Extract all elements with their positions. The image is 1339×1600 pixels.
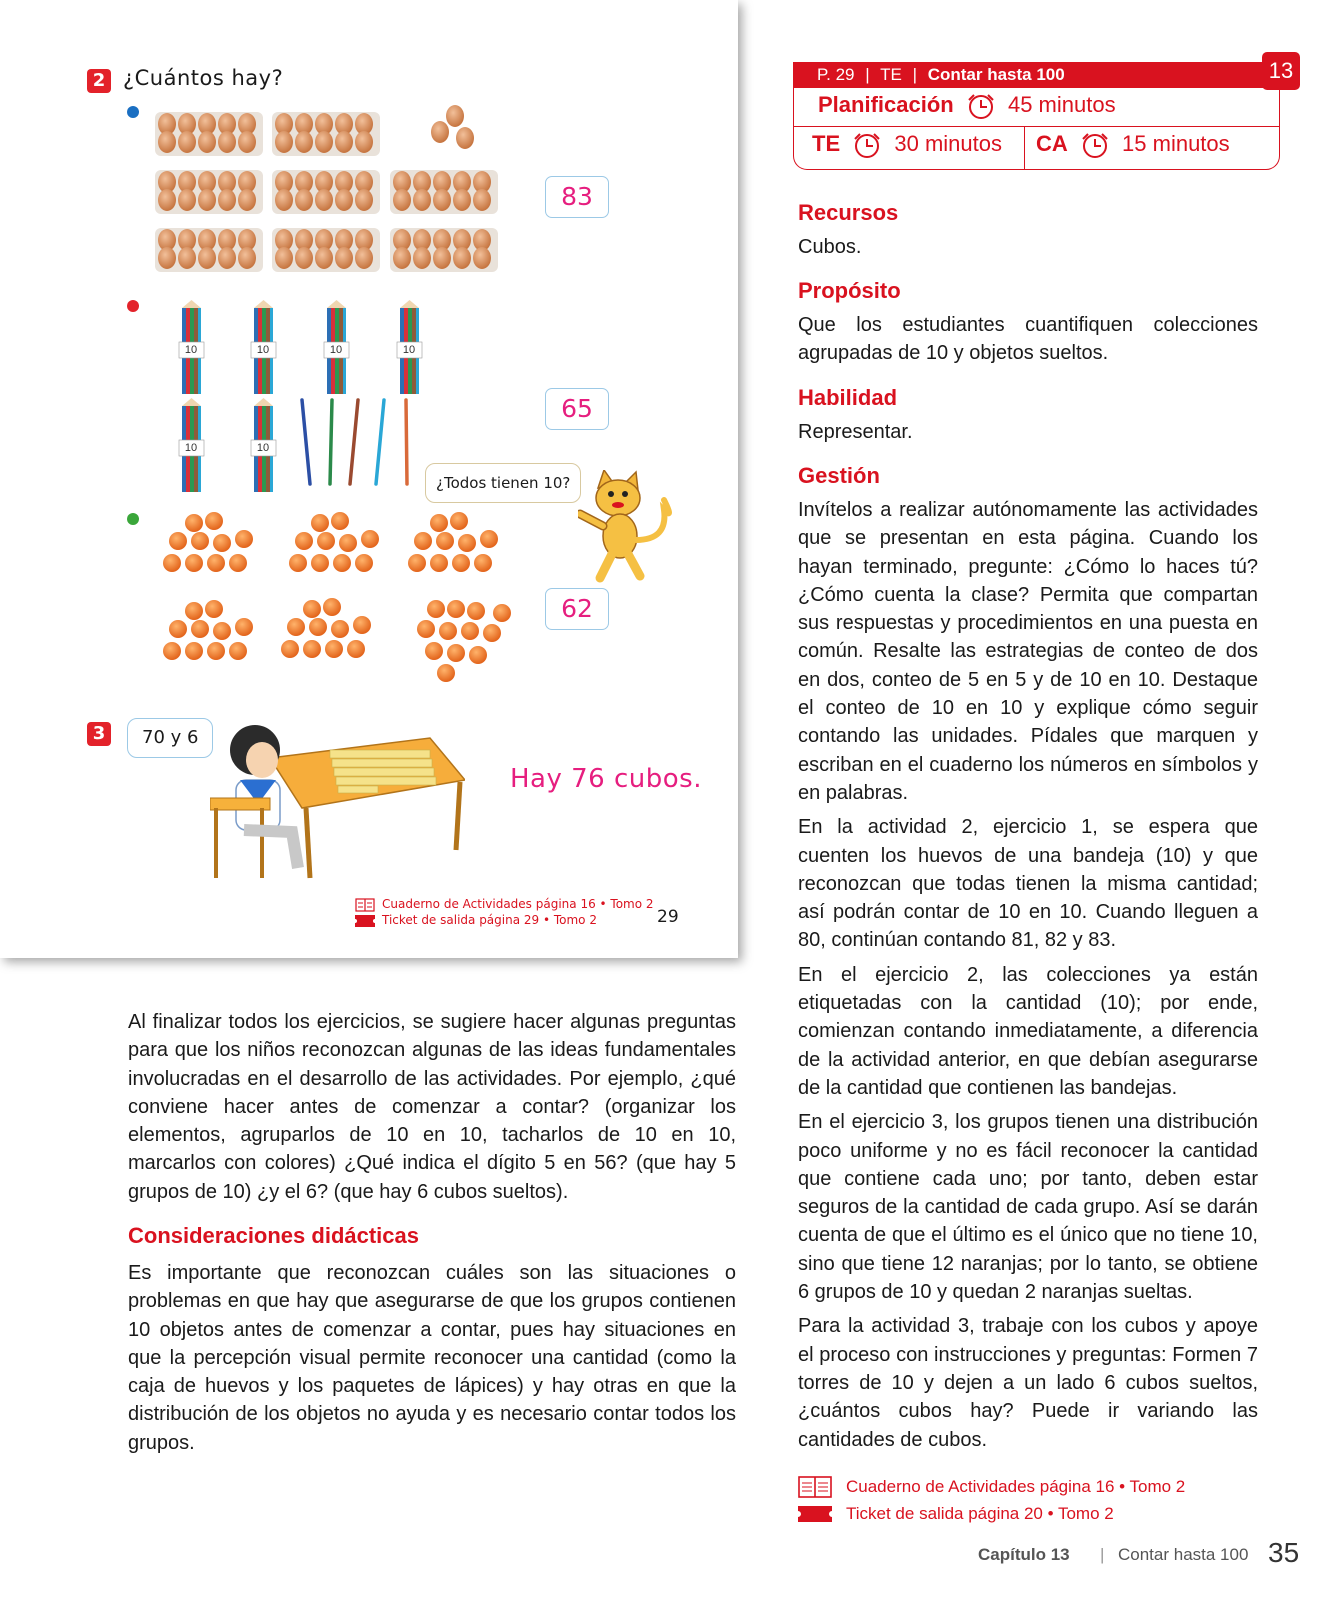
lesson-page: P. 29 [817,65,855,84]
activity-2-badge: 2 [87,69,111,93]
te-row [812,131,1002,159]
planning-col-divider [1024,126,1025,169]
student-ref-cuaderno: Cuaderno de Actividades página 16 • Tomo 2 [382,897,654,911]
gestion-body [798,496,1258,1460]
activity-3-badge: 3 [87,722,111,746]
gestion-paragraph: En el ejercicio 2, las colecciones ya están etiquetadas con la cantidad (10); por ende, comienzan contando inmediatamente, a diferencia de la actividad anterior, en que debían asegurarse de la cantidad que contienen las bandejas. [798,963,1258,1099]
habilidad-text: Representar. [798,421,913,443]
planning-label: Planificación [818,92,954,117]
ticket-icon [798,1506,832,1522]
planning-row [818,92,1116,120]
chapter-chip: 13 [1262,52,1300,90]
cat-mascot-illustration [578,470,683,585]
ticket-icon [355,915,375,927]
pencil-bundle-label: 10 [256,344,270,356]
alarm-clock-icon [852,131,882,159]
pencil-bundle-label: 10 [402,344,416,356]
ca-label: CA [1036,131,1068,156]
footer-chapter: Capítulo 13 [978,1545,1070,1564]
cat-speech-bubble: ¿Todos tienen 10? [425,463,581,503]
student-page-card [0,0,738,958]
book-icon [355,898,375,912]
intro-paragraph: Al finalizar todos los ejercicios, se sugiere hacer algunas preguntas para que los niños reconozcan algunas de las ideas fundamentales involucradas en el desarrollo de las actividades. Por ejemplo, ¿qué conviene hacer antes de comenzar a contar? (organizar los elementos, agruparlos de 10 en 10, tacharlos de 10 en 10, marcarlos con colores) ¿Qué indica el dígito 5 en 56? (que hay 5 grupos de 10) ¿y el 6? (que hay 6 cubos sueltos). [128,1011,736,1203]
pencil-bundles-illustration [170,296,440,492]
planning-divider [794,126,1279,127]
activity-2-question: ¿Cuántos hay? [123,66,284,90]
kid-with-cubes-illustration [210,708,465,883]
alarm-clock-icon [966,92,996,120]
ref-ticket: Ticket de salida página 20 • Tomo 2 [846,1504,1114,1523]
answer-box-eggs: 83 [545,176,609,218]
pencil-bundle-label: 10 [184,442,198,454]
ca-row [1036,131,1230,159]
gestion-paragraph: En el ejercicio 3, los grupos tienen una distribución poco uniforme y no es fácil reconocer la cantidad que contiene cada uno; por tanto, deben estar seguros de la cantidad de cada grupo. Así se darán cuenta de que el último es el único que no tiene 10, sino que tiene 12 naranjas; por lo tanto, se obtiene 6 grupos de 10 y quedan 2 naranjas sueltas. [798,1111,1258,1304]
te-time: 30 minutos [894,131,1002,156]
te-label: TE [812,131,841,156]
habilidad-title: Habilidad [798,385,898,410]
lesson-type: TE [880,65,902,84]
pencil-bundle-label: 10 [329,344,343,356]
gestion-paragraph: Invítelos a realizar autónomamente las actividades que se presentan en esta página. Cuando los hayan terminado, pregunte: ¿Cómo lo haces tú? ¿Cómo cuenta la clase? Permita que compartan sus respuestas y procedimientos en una puesta en común. Resalte las estrategias de conteo de dos en dos, conteo de 5 en 5 y de 10 en 10. Destaque el conteo de 10 en 10 y explique cómo seguir contando las unidades. Pídales que marquen y escriban en el cuaderno los números en símbolos y en palabras. [798,499,1258,804]
student-page-number: 29 [657,907,679,927]
footer-separator: | [1100,1545,1105,1564]
lesson-title: Contar hasta 100 [927,65,1065,84]
planning-box [793,88,1280,170]
student-ref-ticket: Ticket de salida página 29 • Tomo 2 [382,913,597,927]
proposito-text: Que los estudiantes cuantifiquen colecciones agrupadas de 10 y objetos sueltos. [798,314,1258,365]
gestion-paragraph: En la actividad 2, ejercicio 1, se espera que cuenten los huevos de una bandeja (10) y que reconozcan que todas tienen la misma cantidad; así podrán contar de 10 en 10. Cuando lleguen a 80, continúan contando 81, 82 y 83. [798,816,1258,952]
pencil-bundle-label: 10 [184,344,198,356]
kid-speech-bubble: 70 y 6 [127,718,213,758]
alarm-clock-icon [1080,131,1110,159]
consideraciones-title: Consideraciones didácticas [128,1223,419,1248]
recursos-title: Recursos [798,200,899,225]
egg-trays-illustration [150,100,520,280]
pencil-bundle-label: 10 [256,442,270,454]
page-number: 35 [1268,1537,1300,1568]
lesson-header-bar: P. 29 | TE | Contar hasta 100 [793,62,1280,88]
activity-3-answer: Hay 76 cubos. [510,764,702,794]
answer-box-pencils: 65 [545,388,609,430]
gestion-title: Gestión [798,463,880,488]
gestion-paragraph: Para la actividad 3, trabaje con los cubos y apoye el proceso con instrucciones y preguntas: Formen 7 torres de 10 y dejen a un lado 6 cubos sueltos, ¿cuántos cubos hay? Puede ir variando las cantidades de cubos. [798,1315,1258,1451]
book-icon [798,1476,832,1498]
exercise-2-marker [127,300,139,312]
consideraciones-paragraph: Es importante que reconozcan cuáles son las situaciones o problemas en que hay que asegurarse de que los grupos contienen 10 objetos antes de comenzar a contar, pues hay situaciones en que la percepción visual permite reconocer una cantidad (como la caja de huevos y los paquetes de lápices) y hay otras en que la distribución de los objetos no ayuda y es necesario contar todos los grupos. [128,1262,736,1454]
planning-time: 45 minutos [1007,92,1116,117]
proposito-title: Propósito [798,278,901,303]
answer-box-oranges: 62 [545,588,609,630]
exercise-3-marker [127,513,139,525]
recursos-text: Cubos. [798,236,862,258]
ref-cuaderno: Cuaderno de Actividades página 16 • Tomo 2 [846,1477,1186,1496]
ca-time: 15 minutos [1122,131,1230,156]
exercise-1-marker [127,106,139,118]
orange-groups-illustration [150,505,530,685]
footer-topic: Contar hasta 100 [1118,1545,1249,1564]
